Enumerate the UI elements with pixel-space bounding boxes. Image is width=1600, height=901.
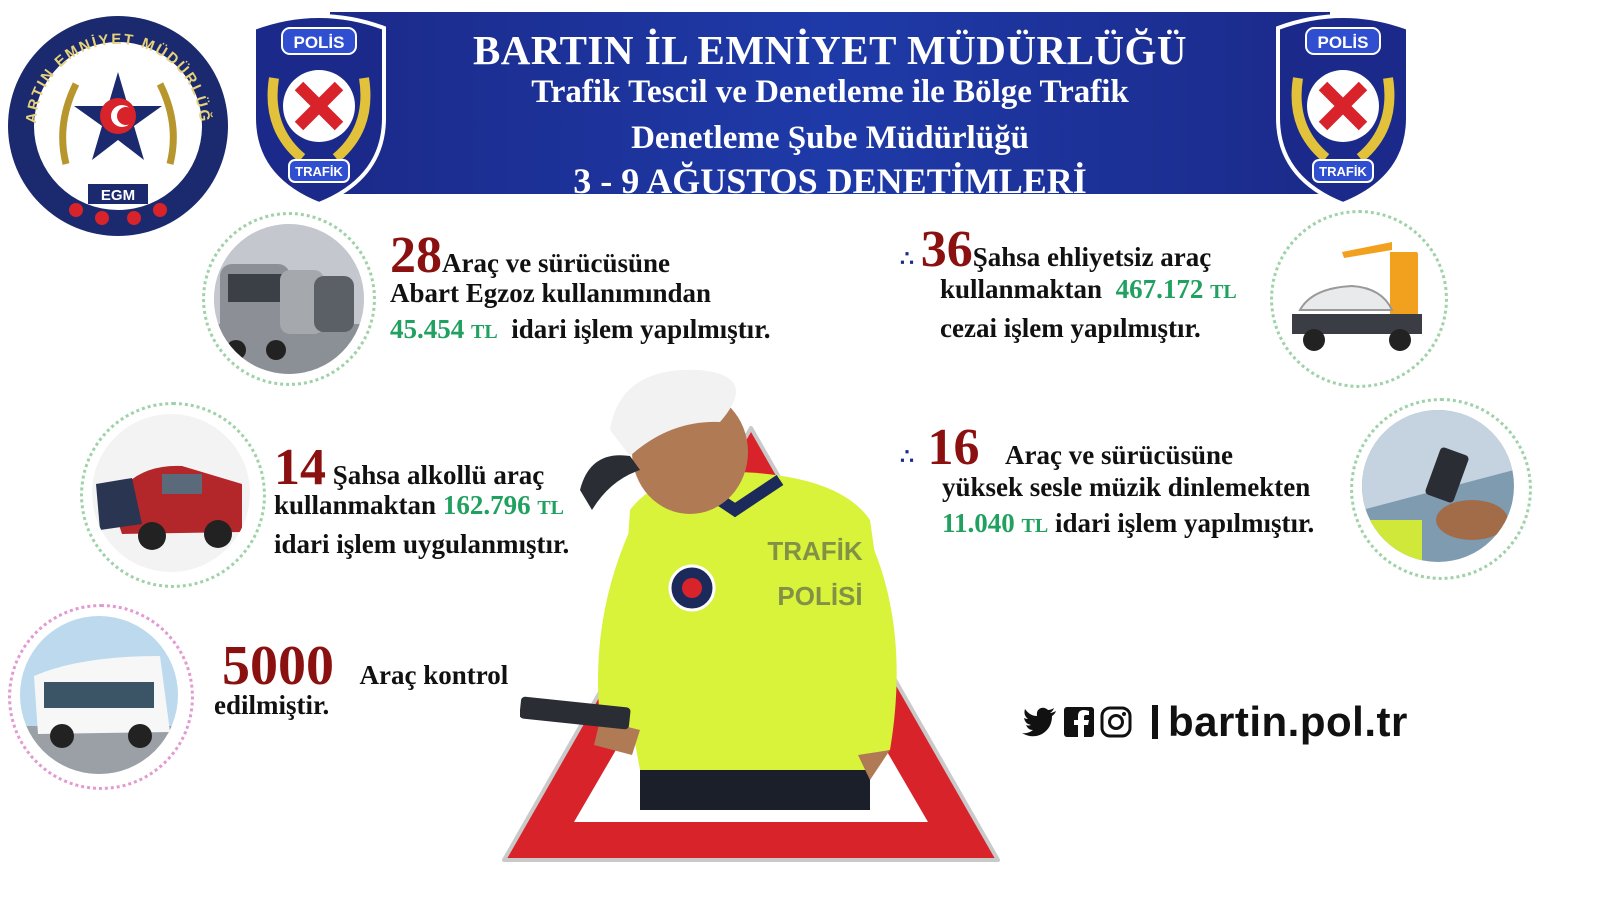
website-url[interactable]: bartin.pol.tr — [1168, 698, 1408, 745]
separator-bar — [1152, 705, 1158, 739]
stat-unlicensed-amount: 467.172 — [1115, 274, 1204, 304]
traffic-police-badge-left — [244, 8, 394, 206]
header-title: BARTIN İL EMNİYET MÜDÜRLÜĞÜ — [472, 27, 1188, 73]
car-crash-photo — [92, 414, 250, 572]
stat-exhaust-line2: Abart Egzoz kullanımından — [390, 278, 712, 308]
instagram-icon[interactable] — [1100, 706, 1132, 738]
stat-unlicensed-line2: kullanmaktan — [940, 274, 1103, 304]
traffic-police-badge-right — [1268, 8, 1418, 206]
traffic-cars-photo — [214, 224, 364, 374]
stat-music-amount: 11.040 — [942, 508, 1015, 538]
stat-control-line2: edilmiştir. — [214, 690, 330, 720]
tow-truck-photo — [1282, 222, 1432, 372]
badge-top-text: POLİS — [293, 33, 345, 52]
badge-bottom-text: TRAFİK — [295, 164, 343, 179]
stat-exhaust-amount: 45.454 — [390, 314, 465, 344]
stat-music-currency: TL — [1021, 515, 1049, 537]
facebook-icon[interactable] — [1064, 707, 1094, 737]
social-bar — [1022, 700, 1408, 744]
stat-alcohol-line1: Şahsa alkollü araç — [332, 460, 545, 490]
header-subtitle-line2: Denetleme Şube Müdürlüğü — [631, 120, 1029, 156]
badge-bottom-text: TRAFİK — [1319, 164, 1367, 179]
stat-alcohol-currency: TL — [537, 497, 565, 519]
stat-unlicensed-currency: TL — [1210, 281, 1237, 303]
vest-text-line2: POLİSİ — [777, 581, 863, 611]
stat-alcohol-line2: kullanmaktan — [274, 490, 437, 520]
egm-emblem-logo — [6, 14, 230, 238]
emblem-arc-text: ARTIN EMNİYET MÜDÜRLÜĞ — [22, 30, 214, 125]
stat-music-number: 16 — [927, 419, 980, 476]
emblem-egm-text: EGM — [100, 187, 136, 204]
stat-vehicle-control — [214, 635, 534, 723]
stat-unlicensed: ∴ 36Şahsa ehliyetsiz araç kullanmaktan 467.172 TL cezai işlem yapılmıştır. — [900, 232, 1280, 346]
vest-text-line1: TRAFİK — [767, 536, 863, 566]
stat-alcohol-line3: idari işlem uygulanmıştır. — [274, 529, 570, 559]
stat-alcohol-amount: 162.796 — [442, 490, 531, 520]
stat-loud-music: ∴ 16 Araç ve sürücüsüne yüksek sesle müzik dinlemekten 11.040 TL idari işlem yapılmıştır. — [900, 430, 1350, 544]
stat-music-line2: yüksek sesle müzik dinlemekten — [942, 472, 1311, 502]
header-banner — [330, 12, 1330, 201]
stat-unlicensed-number: 36 — [920, 221, 973, 278]
stat-control-number: 5000 — [222, 635, 334, 697]
stat-unlicensed-line1: Şahsa ehliyetsiz araç — [972, 242, 1212, 272]
stat-control-line1: Araç kontrol — [359, 660, 509, 690]
traffic-officer-figure — [520, 360, 930, 820]
driver-phone-photo — [1362, 410, 1514, 562]
header-date-range: 3 - 9 AĞUSTOS DENETİMLERİ — [573, 161, 1087, 201]
stat-unlicensed-line3: cezai işlem yapılmıştır. — [940, 313, 1201, 343]
stat-exhaust — [390, 227, 830, 350]
stat-alcohol — [274, 439, 614, 562]
bus-photo — [20, 616, 178, 774]
header-subtitle-line1: Trafik Tescil ve Denetleme ile Bölge Trafik — [531, 74, 1129, 110]
stat-music-line1: Araç ve sürücüsüne — [1005, 440, 1234, 470]
stat-exhaust-line1: Araç ve sürücüsüne — [442, 248, 670, 278]
stat-exhaust-currency: TL — [471, 321, 498, 343]
twitter-icon[interactable] — [1022, 707, 1058, 737]
badge-top-text: POLİS — [1317, 33, 1369, 52]
stat-music-line3: idari işlem yapılmıştır. — [1054, 508, 1315, 538]
stat-exhaust-number: 28 — [390, 227, 442, 284]
stat-alcohol-number: 14 — [274, 439, 326, 496]
stat-exhaust-line3: idari işlem yapılmıştır. — [511, 314, 771, 344]
